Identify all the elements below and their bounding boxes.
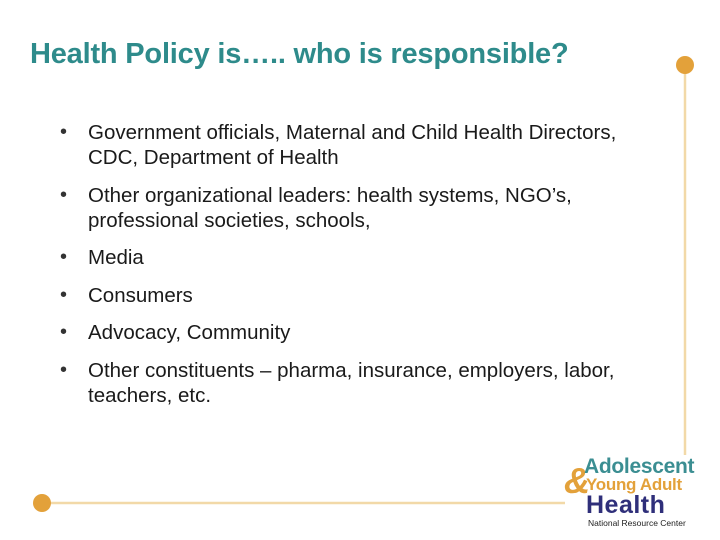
logo-ampersand: & [564,460,590,501]
list-item [60,183,650,233]
bullet-dot-icon: • [60,183,68,206]
decorative-dot-bottom-left [33,494,51,512]
bullet-text: Other organizational leaders: health systems, NGO’s, professional societies, schools, [88,183,572,232]
list-item [60,320,650,345]
list-item [60,358,650,408]
list-item [60,283,650,308]
bullet-text: Consumers [88,283,193,307]
bullet-list [60,120,650,420]
logo-line-adolescent: Adolescent [584,455,695,478]
organization-logo [564,455,709,530]
decorative-dot-top-right [676,56,694,74]
logo-line-young-adult: Young Adult [586,475,682,494]
bullet-text: Other constituents – pharma, insurance, employers, labor, teachers, etc. [88,358,615,407]
bullet-text: Government officials, Maternal and Child Health Directors, CDC, Department of Health [88,121,617,169]
list-item [60,120,650,170]
bullet-dot-icon: • [60,121,68,143]
bullet-dot-icon: • [60,246,68,268]
bullet-text: Advocacy, Community [88,321,291,344]
bullet-dot-icon: • [60,321,68,343]
slide-title: Health Policy is….. who is responsible? [30,38,569,70]
bullet-dot-icon: • [60,283,68,306]
bullet-text: Media [88,246,144,269]
logo-line-resource-center: National Resource Center [588,518,686,528]
logo-line-health: Health [586,491,666,519]
bullet-dot-icon: • [60,358,68,381]
list-item [60,245,650,270]
